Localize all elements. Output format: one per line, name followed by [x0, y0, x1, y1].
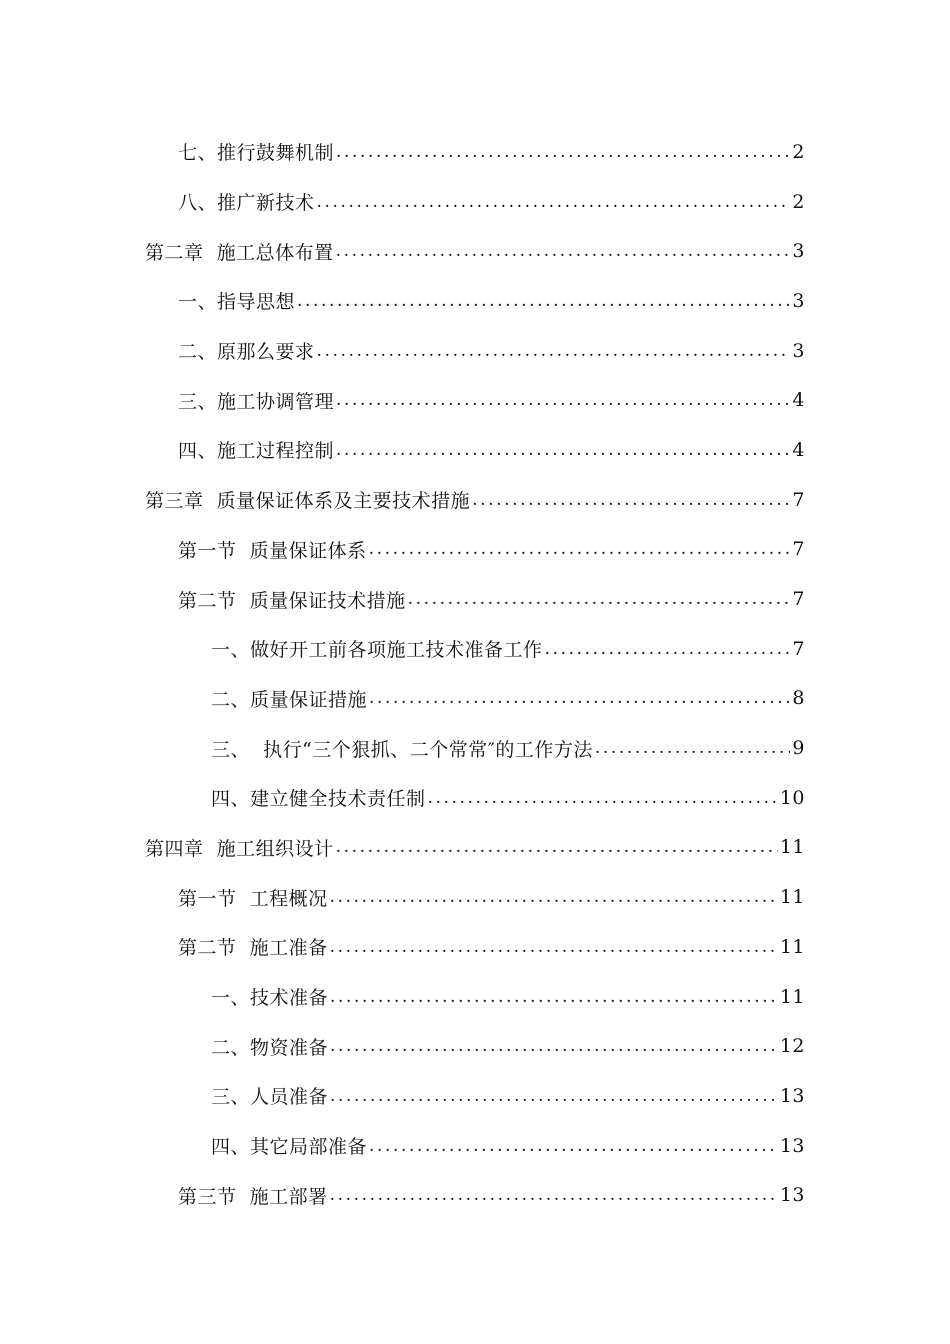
dot-leader: [336, 440, 790, 460]
toc-page-number: 13: [779, 1134, 805, 1157]
dot-leader: [317, 341, 791, 361]
toc-entry-title: 第一节 质量保证体系: [178, 539, 367, 562]
toc-page-number: 7: [792, 637, 805, 660]
toc-entry-title: 一、做好开工前各项施工技术准备工作: [211, 639, 543, 662]
toc-page-number: 4: [792, 438, 805, 461]
toc-entry[interactable]: [0, 375, 950, 425]
toc-entry[interactable]: [0, 723, 950, 773]
toc-entry-title: 七、推行鼓舞机制: [178, 142, 335, 165]
dot-leader: [336, 142, 790, 162]
toc-page-number: 10: [779, 786, 805, 809]
toc-page-number: 3: [792, 339, 805, 362]
table-of-contents: [0, 127, 950, 1220]
toc-page-number: 7: [792, 588, 805, 611]
dot-leader: [408, 589, 791, 609]
toc-entry[interactable]: [0, 574, 950, 624]
toc-entry[interactable]: [0, 326, 950, 376]
toc-page-number: 11: [779, 836, 805, 859]
dot-leader: [317, 192, 791, 212]
dot-leader: [369, 539, 791, 559]
toc-entry-title: 二、质量保证措施: [211, 688, 368, 711]
toc-page-number: 7: [792, 538, 805, 561]
dot-leader: [336, 837, 778, 857]
toc-entry[interactable]: [0, 1170, 950, 1220]
toc-page-number: 13: [779, 1184, 805, 1207]
toc-page-number: 3: [792, 289, 805, 312]
dot-leader: [545, 639, 791, 659]
toc-entry-title: 四、建立健全技术责任制: [211, 788, 426, 811]
toc-entry-title: 二、物资准备: [211, 1036, 329, 1059]
toc-page-number: 12: [779, 1035, 805, 1058]
toc-entry[interactable]: [0, 127, 950, 177]
toc-entry[interactable]: [0, 972, 950, 1022]
toc-page-number: 11: [779, 985, 805, 1008]
dot-leader: [336, 390, 790, 410]
toc-page-number: 2: [792, 140, 805, 163]
dot-leader: [330, 887, 778, 907]
toc-page-number: 3: [792, 240, 805, 263]
dot-leader: [330, 937, 778, 957]
toc-entry-title: 三、施工协调管理: [178, 390, 335, 413]
toc-entry[interactable]: [0, 177, 950, 227]
dot-leader: [336, 241, 791, 261]
toc-page-number: 8: [792, 687, 805, 710]
toc-entry[interactable]: [0, 1071, 950, 1121]
toc-page-number: 11: [779, 886, 805, 909]
toc-entry-title: 第二节 质量保证技术措施: [178, 589, 406, 612]
dot-leader: [428, 788, 778, 808]
toc-entry-title: 二、原那么要求: [178, 341, 315, 364]
toc-entry[interactable]: [0, 226, 950, 276]
dot-leader: [330, 1036, 778, 1056]
toc-entry[interactable]: [0, 1121, 950, 1171]
toc-page-number: 7: [792, 488, 805, 511]
toc-page-number: 13: [779, 1084, 805, 1107]
dot-leader: [472, 490, 790, 510]
toc-page-number: 11: [779, 935, 805, 958]
dot-leader: [297, 291, 790, 311]
toc-page-number: 9: [792, 737, 805, 760]
toc-entry-title: 第一节 工程概况: [178, 887, 328, 910]
toc-entry-title: 第二章 施工总体布置: [145, 241, 334, 264]
toc-entry-title: 第三章 质量保证体系及主要技术措施: [145, 490, 471, 513]
toc-entry[interactable]: [0, 773, 950, 823]
toc-entry[interactable]: [0, 1021, 950, 1071]
toc-page-number: 4: [792, 389, 805, 412]
toc-entry[interactable]: [0, 674, 950, 724]
toc-page-number: 2: [792, 190, 805, 213]
toc-entry-title: 第二节 施工准备: [178, 937, 328, 960]
toc-entry[interactable]: [0, 823, 950, 873]
toc-entry-title: 三、人员准备: [211, 1086, 329, 1109]
dot-leader: [330, 987, 778, 1007]
toc-entry[interactable]: [0, 922, 950, 972]
toc-entry-title: 四、其它局部准备: [211, 1136, 368, 1159]
dot-leader: [330, 1086, 778, 1106]
toc-entry[interactable]: [0, 525, 950, 575]
toc-entry-title: 三、 执行“三个狠抓、二个常常″的工作方法: [211, 738, 593, 761]
toc-entry-title: 第四章 施工组织设计: [145, 837, 334, 860]
toc-entry-title: 八、推广新技术: [178, 192, 315, 215]
toc-entry[interactable]: [0, 475, 950, 525]
dot-leader: [369, 1136, 778, 1156]
toc-entry[interactable]: [0, 624, 950, 674]
toc-entry-title: 一、技术准备: [211, 987, 329, 1010]
toc-entry[interactable]: [0, 276, 950, 326]
toc-entry[interactable]: [0, 425, 950, 475]
dot-leader: [330, 1185, 778, 1205]
dot-leader: [369, 688, 790, 708]
toc-entry-title: 第三节 施工部署: [178, 1185, 328, 1208]
dot-leader: [595, 738, 791, 758]
toc-entry[interactable]: [0, 872, 950, 922]
toc-entry-title: 一、指导思想: [178, 291, 296, 314]
toc-entry-title: 四、施工过程控制: [178, 440, 335, 463]
